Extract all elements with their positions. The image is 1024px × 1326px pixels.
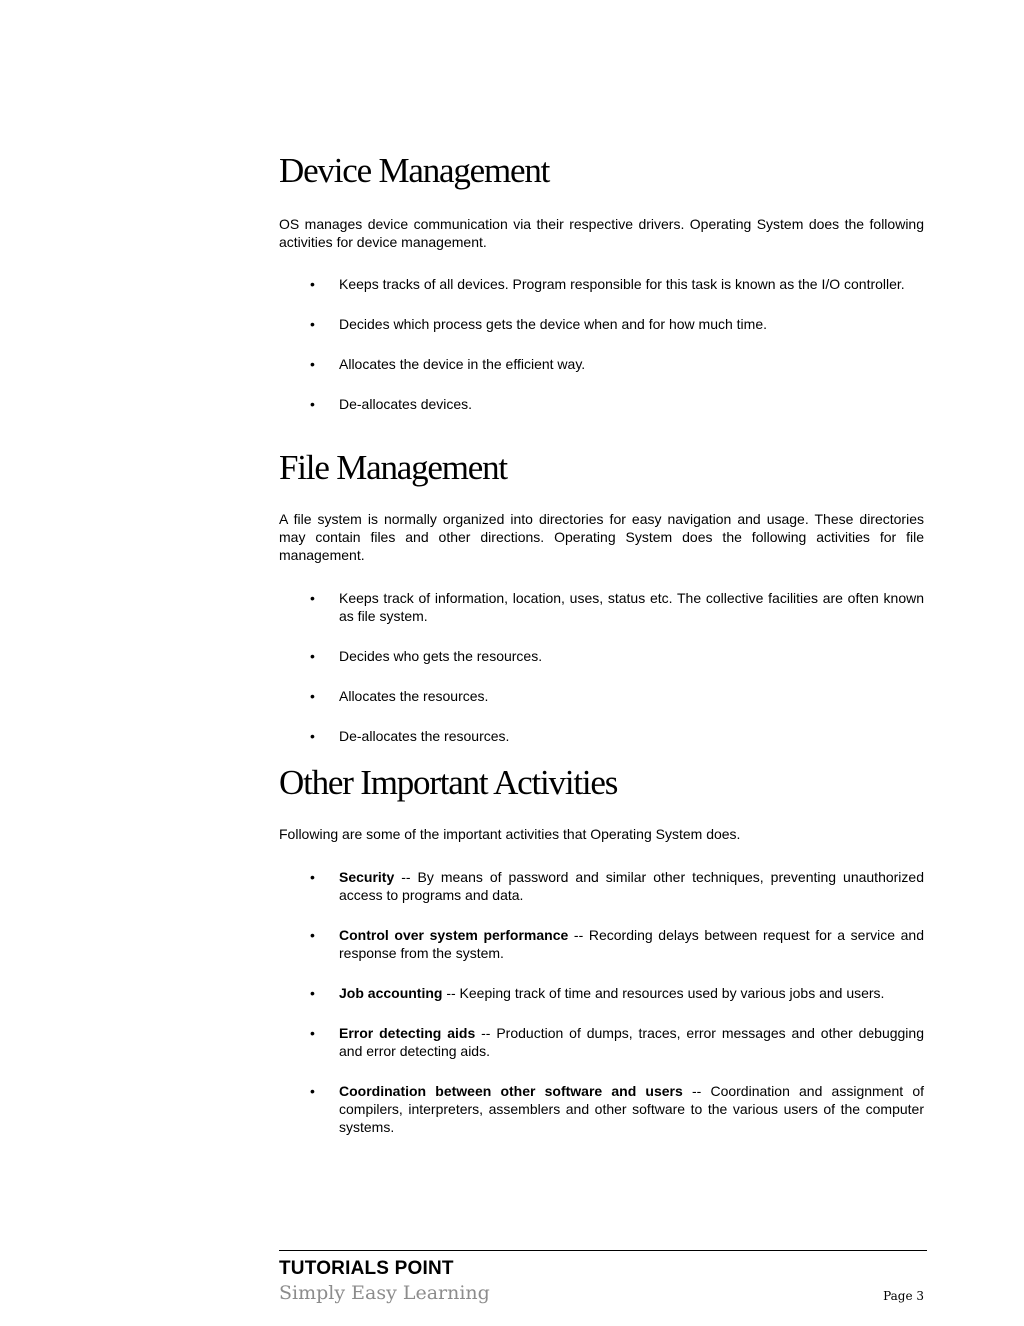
- section-file-management: [279, 448, 924, 745]
- list-item: • Decides which process gets the device when and for how much time.: [310, 316, 767, 332]
- bullet-icon: •: [310, 396, 315, 412]
- list-item: • Decides who gets the resources.: [310, 648, 543, 664]
- list-item: • Keeps tracks of all devices. Program responsible for this task is known as the I/O controller.: [310, 276, 905, 292]
- item-term: Job accounting: [339, 985, 443, 1001]
- spacer: [279, 625, 924, 647]
- bullet-icon: •: [310, 1025, 315, 1041]
- bullet-icon: •: [310, 688, 315, 704]
- item-term: Control over system performance: [339, 927, 569, 943]
- spacer: [279, 333, 924, 355]
- bullet-icon: •: [310, 590, 315, 606]
- section-heading: File Management: [279, 448, 507, 487]
- bullet-list: [279, 868, 924, 1136]
- item-desc: -- By means of password and similar other techniques, preventing unauthorized access to programs and data.: [339, 869, 924, 903]
- section-intro: A file system is normally organized into directories for easy navigation and usage. These directories may contain files and other directions. Operating System does the following activities for file management.: [279, 511, 924, 563]
- section-intro: Following are some of the important activities that Operating System does.: [279, 826, 741, 842]
- spacer: [279, 962, 924, 984]
- bullet-list: [279, 589, 924, 745]
- bullet-list: [279, 275, 924, 413]
- footer-divider: [279, 1250, 927, 1251]
- page-number: Page 3: [883, 1289, 924, 1303]
- footer-tagline: Simply Easy Learning: [279, 1282, 490, 1304]
- list-item: • De-allocates devices.: [310, 396, 473, 412]
- bullet-icon: •: [310, 1083, 315, 1099]
- bullet-icon: •: [310, 728, 315, 744]
- bullet-icon: •: [310, 276, 315, 292]
- bullet-icon: •: [310, 869, 315, 885]
- spacer: [279, 1060, 924, 1082]
- bullet-icon: •: [310, 927, 315, 943]
- spacer: [279, 665, 924, 687]
- list-item: • Allocates the resources.: [310, 688, 489, 704]
- footer-brand: TUTORIALS POINT: [279, 1258, 454, 1279]
- item-desc: -- Production of dumps, traces, error messages and other debugging and error detecting aids.: [339, 1025, 924, 1059]
- list-item: [279, 1082, 924, 1136]
- bullet-icon: •: [310, 648, 315, 664]
- section-heading: Other Important Activities: [279, 763, 618, 802]
- spacer: [279, 293, 924, 315]
- list-item: • Keeps track of information, location, uses, status etc. The collective facilities are often known as file system.: [310, 590, 924, 624]
- spacer: [279, 373, 924, 395]
- item-desc: -- Coordination and assignment of compilers, interpreters, assemblers and other software to the various users of the computer systems.: [339, 1083, 924, 1135]
- list-item: [279, 926, 924, 962]
- item-desc: -- Recording delays between request for a service and response from the system.: [339, 927, 924, 961]
- section-device-management: [279, 151, 924, 413]
- document-page: [279, 0, 924, 1326]
- list-item: • De-allocates the resources.: [310, 728, 510, 744]
- section-heading: Device Management: [279, 151, 550, 190]
- item-term: Error detecting aids: [339, 1025, 476, 1041]
- item-desc: -- Keeping track of time and resources used by various jobs and users.: [442, 985, 885, 1001]
- list-item: [279, 1024, 924, 1060]
- spacer: [279, 904, 924, 926]
- list-item: • Allocates the device in the efficient way.: [310, 356, 586, 372]
- bullet-icon: •: [310, 985, 315, 1001]
- list-item: [279, 984, 924, 1002]
- item-term: Security: [339, 869, 395, 885]
- section-intro: OS manages device communication via their respective drivers. Operating System does the following activities for device management.: [279, 216, 924, 250]
- spacer: [279, 705, 924, 727]
- bullet-icon: •: [310, 356, 315, 372]
- bullet-icon: •: [310, 316, 315, 332]
- item-term: Coordination between other software and users: [339, 1083, 683, 1099]
- section-other-activities: [279, 763, 924, 1136]
- spacer: [279, 1002, 924, 1024]
- list-item: [279, 868, 924, 904]
